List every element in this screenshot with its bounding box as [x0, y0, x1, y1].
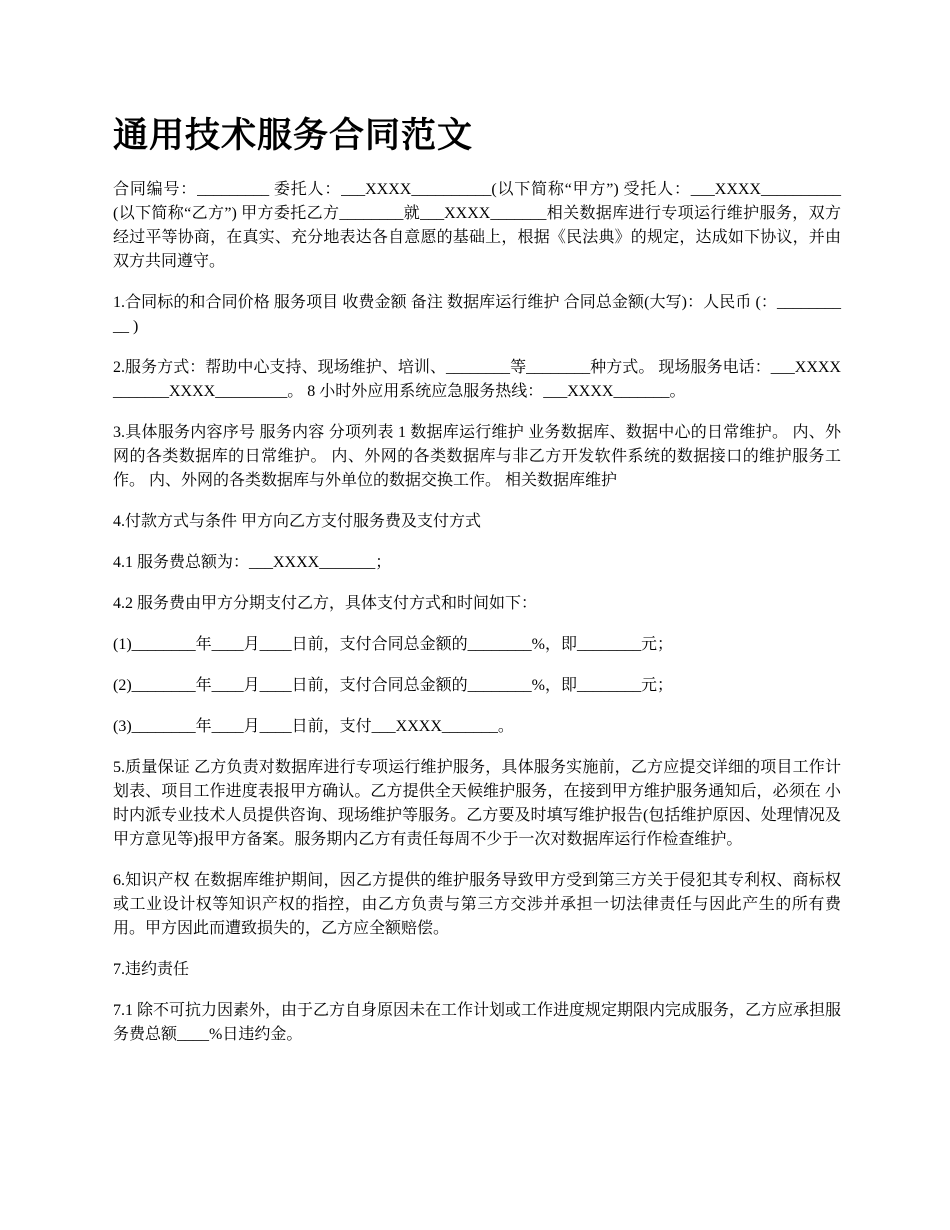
paragraph-installment-2: (2)________年____月____日前，支付合同总金额的________%，即________元； — [113, 677, 673, 694]
paragraph-payment-schedule: 4.2 服务费由甲方分期支付乙方，具体支付方式和时间如下： — [113, 595, 538, 612]
paragraph-installment-3: (3)________年____月____日前，支付___XXXX_______。 — [113, 718, 514, 735]
document-title: 通用技术服务合同范文 — [113, 116, 474, 155]
paragraph-liability-7-1: 7.1 除不可抗力因素外，由于乙方自身原因未在工作计划或工作进度规定期限内完成服务，乙方应承担服务费总额____%日违约金。 — [113, 1002, 842, 1043]
document-page — [113, 112, 841, 1064]
paragraph-liability-heading: 7.违约责任 — [113, 961, 190, 978]
paragraph-payment-terms: 4.付款方式与条件 甲方向乙方支付服务费及支付方式 — [113, 513, 482, 530]
paragraph-payment-total: 4.1 服务费总额为：___XXXX_______； — [113, 554, 392, 571]
paragraph-installment-1: (1)________年____月____日前，支付合同总金额的________%，即________元； — [113, 636, 673, 653]
paragraph-preamble: 合同编号：_________ 委托人：___XXXX__________(以下简称“甲方”) 受托人：___XXXX__________(以下简称“乙方”) 甲方委托乙方________就___XXXX_______相关数据库进行专项运行维护服务，双方经过平等协商，在真实、充分地表达各自意愿的基础上，根据《民法典》的规定，达成如下协议，并由双方共同遵守。 — [113, 181, 841, 270]
paragraph-quality-assurance: 5.质量保证 乙方负责对数据库进行专项运行维护服务，具体服务实施前，乙方应提交详细的项目工作计划表、项目工作进度表报甲方确认。乙方提供全天候维护服务，在接到甲方维护服务通知后，必须在 小时内派专业技术人员提供咨询、现场维护等服务。乙方要及时填写维护报告(包括维护原因、处理情况及甲方意见等)报甲方备案。服务期内乙方有责任每周不少于一次对数据库运行作检查维护。 — [113, 759, 841, 848]
paragraph-service-content: 3.具体服务内容序号 服务内容 分项列表 1 数据库运行维护 业务数据库、数据中心的日常维护。 内、外网的各类数据库的日常维护。 内、外网的各类数据库与非乙方开发软件系统的数据接口的维护服务工作。 内、外网的各类数据库与外单位的数据交换工作。 相关数据库维护 — [113, 424, 841, 489]
paragraph-intellectual-property: 6.知识产权 在数据库维护期间，因乙方提供的维护服务导致甲方受到第三方关于侵犯其专利权、商标权或工业设计权等知识产权的指控，由乙方负责与第三方交涉并承担一切法律责任与因此产生的所有费用。甲方因此而遭致损失的，乙方应全额赔偿。 — [113, 872, 841, 937]
paragraph-contract-price: 1.合同标的和合同价格 服务项目 收费金额 备注 数据库运行维护 合同总金额(大写)：人民币 (：__________ ) — [113, 294, 841, 335]
paragraph-service-method: 2.服务方式：帮助中心支持、现场维护、培训、________等________种方式。 现场服务电话：___XXXX_______XXXX_________。 8 小时外应用系统应急服务热线：___XXXX_______。 — [113, 359, 841, 400]
